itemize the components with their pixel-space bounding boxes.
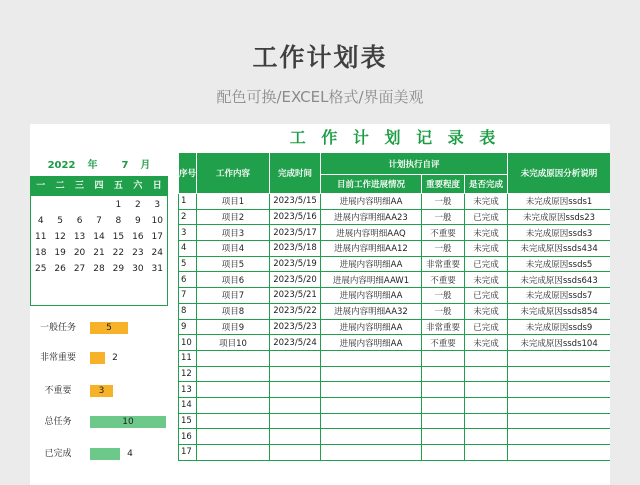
cell-importance: 一般 [422,209,465,225]
cell-time: 2023/5/20 [270,272,321,288]
cell-time: 2023/5/15 [270,194,321,210]
calendar-day: 22 [112,248,125,258]
table-row [179,366,611,382]
stat-label: 总任务 [44,417,72,427]
col-header-time: 完成时间 [270,153,321,194]
calendar-year: 2022 [47,160,76,171]
cell-content: 项目4 [197,241,270,257]
cell-progress: 进展内容明细AA [321,335,422,351]
calendar-day: 1 [115,200,122,210]
calendar-day: 15 [112,232,125,242]
table-row [179,209,611,225]
cell-importance [422,350,465,366]
cell-time [270,350,321,366]
cell-reason: 未完成原因ssds7 [508,288,610,304]
col-header-content: 工作内容 [197,153,270,194]
calendar-day: 2 [134,200,141,210]
cell-progress: 进展内容明细AA [321,194,422,210]
stat-value: 5 [106,323,112,333]
stat-bar [90,448,120,460]
calendar [30,176,168,306]
cell-time [270,382,321,398]
col-header-group: 计划执行自评 [321,153,508,175]
cell-time [270,366,321,382]
cell-progress [321,445,422,461]
cell-time: 2023/5/19 [270,256,321,272]
col-header-importance: 重要程度 [422,175,465,194]
cell-importance: 不重要 [422,335,465,351]
cell-importance [422,397,465,413]
stat-label: 非常重要 [39,353,76,363]
cell-time: 2023/5/22 [270,303,321,319]
weekday-label: 一 [36,181,46,191]
calendar-day: 18 [34,248,47,258]
calendar-day: 21 [93,248,105,258]
table-body [179,194,611,461]
cell-content [197,366,270,382]
weekday-label: 二 [55,181,65,191]
cell-reason [508,382,610,398]
cell-done [465,397,508,413]
calendar-week-row [31,213,167,229]
stat-item [30,385,180,397]
cell-reason [508,445,610,461]
cell-reason [508,429,610,445]
cell-importance [422,429,465,445]
cell-time [270,429,321,445]
cell-importance [422,413,465,429]
cell-progress: 进展内容明细AA23 [321,209,422,225]
cell-progress: 进展内容明细AA12 [321,241,422,257]
cell-reason: 未完成原因ssds5 [508,256,610,272]
cell-content [197,413,270,429]
stat-item [30,352,180,364]
weekday-label: 四 [94,181,104,191]
cell-time: 2023/5/21 [270,288,321,304]
stat-bar [90,352,105,364]
calendar-week-row [31,197,167,213]
calendar-day: 26 [54,264,66,274]
stat-value: 3 [98,386,105,396]
stat-label: 已完成 [44,449,72,459]
calendar-day [89,197,108,213]
cell-reason [508,397,610,413]
calendar-year-unit: 年 [87,160,98,171]
calendar-header [30,154,168,178]
calendar-day: 4 [37,216,44,226]
cell-content [197,350,270,366]
table-row [179,241,611,257]
cell-time [270,397,321,413]
stat-item [30,448,180,460]
stat-value: 2 [112,353,118,363]
cell-done [465,382,508,398]
spreadsheet-preview [30,124,610,485]
col-header-reason: 未完成原因分析说明 [508,153,610,194]
cell-importance: 一般 [422,303,465,319]
calendar-day [50,197,69,213]
calendar-day: 5 [57,216,63,226]
cell-progress: 进展内容明细AA [321,288,422,304]
calendar-day: 29 [112,264,125,274]
cell-reason [508,413,610,429]
calendar-day: 24 [151,248,163,258]
stat-label: 不重要 [44,386,72,396]
cell-seq: 7 [179,288,197,304]
calendar-day: 6 [76,216,83,226]
cell-importance: 不重要 [422,272,465,288]
calendar-week-row [31,229,167,245]
cell-done [465,366,508,382]
table-row [179,350,611,366]
table-row [179,335,611,351]
table-row [179,445,611,461]
cell-seq: 2 [179,209,197,225]
page-subtitle: 配色可换/EXCEL格式/界面美观 [216,88,424,106]
stat-value: 10 [122,417,134,427]
cell-importance: 一般 [422,241,465,257]
calendar-day: 17 [151,232,163,242]
cell-time: 2023/5/23 [270,319,321,335]
cell-time [270,413,321,429]
cell-done [465,445,508,461]
cell-reason: 未完成原因ssds434 [508,241,610,257]
cell-reason [508,350,610,366]
cell-content: 项目2 [197,209,270,225]
cell-importance: 一般 [422,288,465,304]
sheet-title: 工 作 计 划 记 录 表 [289,128,501,147]
calendar-day: 8 [115,216,122,226]
calendar-weekday-row [31,177,167,196]
cell-progress [321,413,422,429]
table-row [179,225,611,241]
cell-done: 已完成 [465,256,508,272]
cell-progress [321,366,422,382]
cell-seq: 5 [179,256,197,272]
stat-label: 一般任务 [39,323,76,333]
col-header-done: 是否完成 [465,175,508,194]
calendar-day: 13 [73,232,86,242]
cell-content: 项目1 [197,194,270,210]
cell-seq: 13 [179,382,197,398]
cell-time: 2023/5/18 [270,241,321,257]
cell-reason: 未完成原因ssds1 [508,194,610,210]
cell-reason: 未完成原因ssds9 [508,319,610,335]
cell-progress: 进展内容明细AA32 [321,303,422,319]
table-row [179,382,611,398]
calendar-day: 28 [93,264,105,274]
cell-progress [321,397,422,413]
calendar-month-unit: 月 [140,160,151,171]
weekday-label: 五 [113,181,123,191]
calendar-day: 25 [34,264,47,274]
table-row [179,319,611,335]
cell-reason: 未完成原因ssds104 [508,335,610,351]
stat-value: 4 [127,449,133,459]
cell-importance [422,445,465,461]
cell-seq: 6 [179,272,197,288]
table-row [179,397,611,413]
cell-time: 2023/5/24 [270,335,321,351]
cell-importance: 不重要 [422,225,465,241]
calendar-day [70,197,89,213]
calendar-month: 7 [121,160,129,171]
calendar-day: 23 [132,248,144,258]
cell-done: 未完成 [465,335,508,351]
cell-done: 未完成 [465,303,508,319]
cell-seq: 11 [179,350,197,366]
cell-seq: 3 [179,225,197,241]
cell-importance: 非常重要 [422,256,465,272]
cell-done: 已完成 [465,288,508,304]
cell-done: 未完成 [465,241,508,257]
cell-content: 项目7 [197,288,270,304]
stat-item [30,416,180,428]
calendar-day: 10 [151,216,163,226]
calendar-day: 19 [54,248,66,258]
stat-item [30,322,180,334]
cell-seq: 1 [179,194,197,210]
cell-progress: 进展内容明细AA [321,256,422,272]
cell-content: 项目8 [197,303,270,319]
cell-done [465,350,508,366]
cell-done: 未完成 [465,194,508,210]
cell-done: 已完成 [465,209,508,225]
cell-done: 已完成 [465,319,508,335]
cell-content [197,397,270,413]
calendar-day: 16 [132,232,144,242]
calendar-day: 30 [132,264,144,274]
cell-reason: 未完成原因ssds23 [508,209,610,225]
cell-reason: 未完成原因ssds643 [508,272,610,288]
cell-time: 2023/5/16 [270,209,321,225]
calendar-day: 27 [73,264,86,274]
cell-content: 项目5 [197,256,270,272]
weekday-label: 日 [152,181,162,191]
cell-reason: 未完成原因ssds3 [508,225,610,241]
weekday-label: 三 [75,181,85,191]
cell-progress [321,350,422,366]
cell-importance [422,382,465,398]
table-row [179,303,611,319]
table-row [179,413,611,429]
cell-seq: 8 [179,303,197,319]
cell-time: 2023/5/17 [270,225,321,241]
calendar-day: 3 [154,200,161,210]
cell-content [197,429,270,445]
cell-done: 未完成 [465,272,508,288]
cell-seq: 4 [179,241,197,257]
cell-done: 未完成 [465,225,508,241]
calendar-week-row [31,261,167,277]
cell-content [197,382,270,398]
calendar-day [31,197,50,213]
cell-content [197,445,270,461]
calendar-day: 9 [134,216,141,226]
cell-content: 项目6 [197,272,270,288]
cell-content: 项目9 [197,319,270,335]
cell-importance: 非常重要 [422,319,465,335]
calendar-day: 14 [93,232,105,242]
table-row [179,288,611,304]
cell-progress [321,429,422,445]
cell-progress [321,382,422,398]
cell-content: 项目3 [197,225,270,241]
cell-seq: 17 [179,445,197,461]
calendar-day: 11 [34,232,47,242]
calendar-day: 20 [73,248,86,258]
calendar-day: 12 [54,232,66,242]
cell-importance [422,366,465,382]
table-row [179,272,611,288]
cell-reason: 未完成原因ssds854 [508,303,610,319]
calendar-day: 7 [96,216,102,226]
cell-seq: 10 [179,335,197,351]
col-header-progress: 目前工作进展情况 [321,175,422,194]
cell-seq: 12 [179,366,197,382]
table-row [179,429,611,445]
page-title: 工作计划表 [252,43,388,72]
calendar-week-row [31,245,167,261]
cell-seq: 9 [179,319,197,335]
cell-done [465,429,508,445]
cell-progress: 进展内容明细AA [321,319,422,335]
cell-seq: 16 [179,429,197,445]
cell-seq: 14 [179,397,197,413]
weekday-label: 六 [133,181,143,191]
col-header-seq: 序号 [179,153,197,194]
calendar-days [31,196,167,277]
cell-content: 项目10 [197,335,270,351]
cell-importance: 一般 [422,194,465,210]
cell-seq: 15 [179,413,197,429]
table-row [179,256,611,272]
cell-reason [508,366,610,382]
plan-table [178,152,610,461]
cell-time [270,445,321,461]
calendar-day: 31 [151,264,163,274]
cell-progress: 进展内容明细AAW1 [321,272,422,288]
table-row [179,194,611,210]
cell-progress: 进展内容明细AAQ [321,225,422,241]
cell-done [465,413,508,429]
